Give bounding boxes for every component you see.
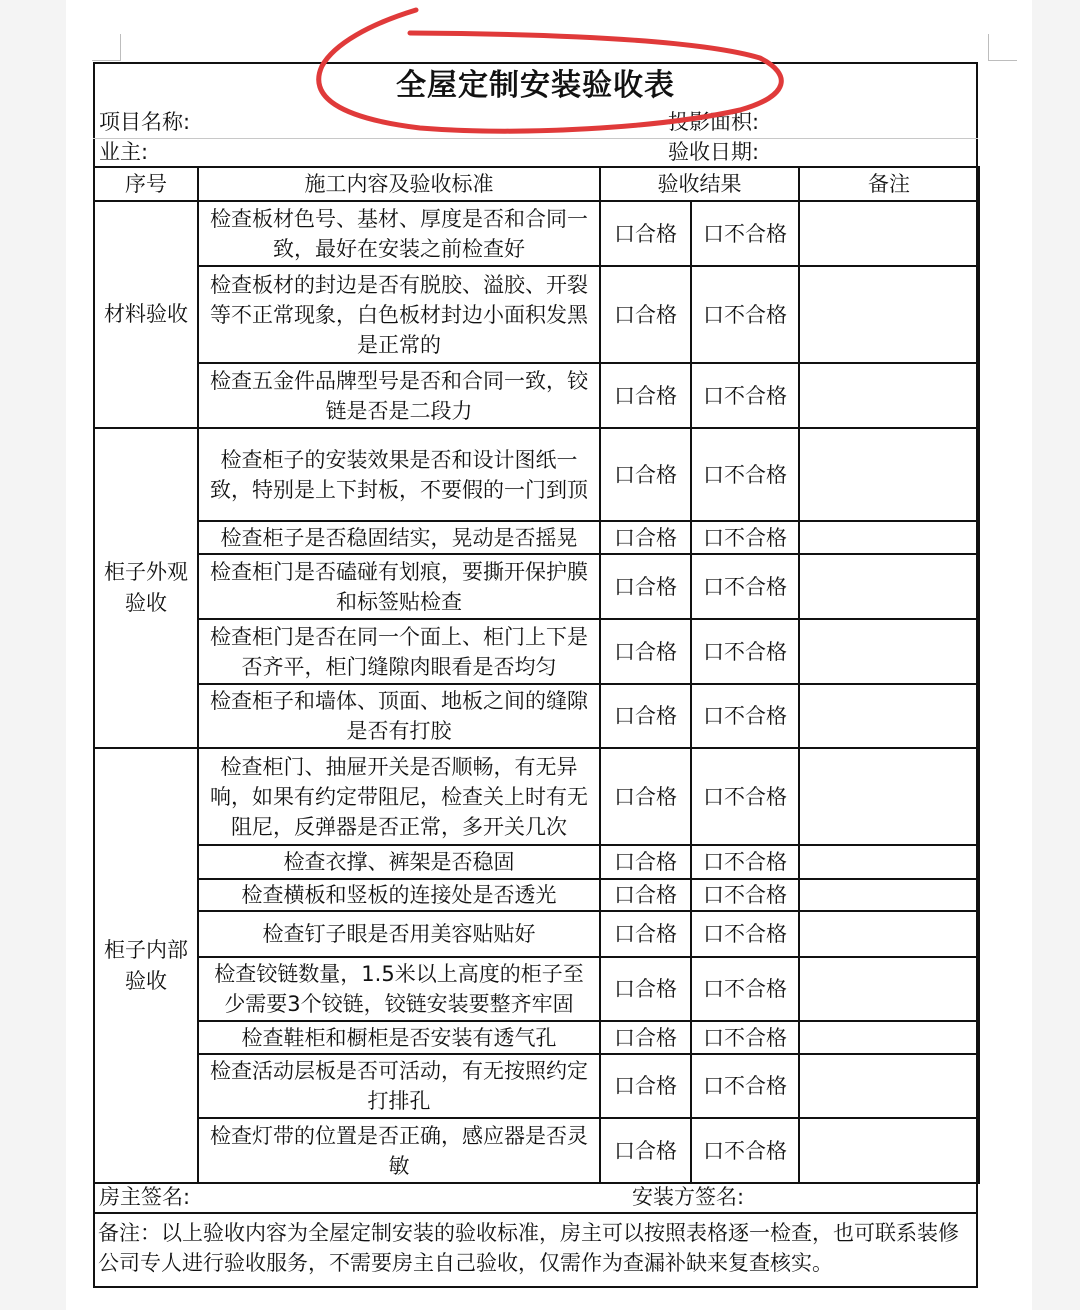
table-row: [94, 845, 979, 879]
note-cell[interactable]: [799, 428, 979, 521]
pass-checkbox[interactable]: 口合格: [600, 521, 691, 554]
fail-checkbox[interactable]: 口不合格: [691, 521, 799, 554]
pass-checkbox[interactable]: 口合格: [600, 266, 691, 363]
row-divider: [93, 138, 978, 139]
pass-checkbox[interactable]: 口合格: [600, 748, 691, 845]
acceptance-date-label: 验收日期:: [668, 140, 760, 164]
item-text: 检查柜子和墙体、顶面、地板之间的缝隙是否有打胶: [198, 684, 600, 748]
fail-checkbox[interactable]: 口不合格: [691, 266, 799, 363]
pass-checkbox[interactable]: 口合格: [600, 363, 691, 428]
fail-checkbox[interactable]: 口不合格: [691, 684, 799, 748]
note-cell[interactable]: [799, 1021, 979, 1054]
acceptance-table: [93, 166, 980, 1184]
pass-checkbox[interactable]: 口合格: [600, 619, 691, 684]
note-cell[interactable]: [799, 845, 979, 879]
table-row: [94, 1054, 979, 1118]
item-text: 检查柜门是否磕碰有划痕，要撕开保护膜和标签贴检查: [198, 554, 600, 619]
owner-signature-label: 房主签名:: [99, 1185, 191, 1209]
note-cell[interactable]: [799, 201, 979, 266]
table-row: [94, 619, 979, 684]
fail-checkbox[interactable]: 口不合格: [691, 748, 799, 845]
pass-checkbox[interactable]: 口合格: [600, 1054, 691, 1118]
item-text: 检查活动层板是否可活动，有无按照约定打排孔: [198, 1054, 600, 1118]
pass-checkbox[interactable]: 口合格: [600, 1118, 691, 1183]
category-cabinet-interior: 柜子内部验收: [94, 748, 198, 1183]
table-row: [94, 554, 979, 619]
page-corner-mark: [92, 34, 121, 61]
item-text: 检查灯带的位置是否正确，感应器是否灵敏: [198, 1118, 600, 1183]
footnote-text: 备注：以上验收内容为全屋定制安装的验收标准，房主可以按照表格逐一检查，也可联系装修公司专人进行验收服务，不需要房主自己验收，仅需作为查漏补缺来复查核实。: [98, 1221, 959, 1275]
item-text: 检查横板和竖板的连接处是否透光: [198, 879, 600, 911]
item-text: 检查柜子是否稳固结实，晃动是否摇晃: [198, 521, 600, 554]
note-cell[interactable]: [799, 521, 979, 554]
table-row: [94, 684, 979, 748]
note-cell[interactable]: [799, 554, 979, 619]
table-row: [94, 879, 979, 911]
fail-checkbox[interactable]: 口不合格: [691, 957, 799, 1021]
page-corner-mark: [988, 34, 1017, 61]
pass-checkbox[interactable]: 口合格: [600, 1021, 691, 1054]
fail-checkbox[interactable]: 口不合格: [691, 619, 799, 684]
fail-checkbox[interactable]: 口不合格: [691, 1054, 799, 1118]
note-cell[interactable]: [799, 266, 979, 363]
table-row: [94, 521, 979, 554]
category-material: 材料验收: [94, 201, 198, 428]
fail-checkbox[interactable]: 口不合格: [691, 201, 799, 266]
item-text: 检查柜门、抽屉开关是否顺畅，有无异响，如果有约定带阻尼，检查关上时有无阻尼，反弹器是否正常，多开关几次: [198, 748, 600, 845]
table-row: [94, 363, 979, 428]
owner-label: 业主:: [99, 140, 149, 164]
item-text: 检查钉子眼是否用美容贴贴好: [198, 911, 600, 957]
table-header-row: [94, 167, 979, 201]
signature-divider: [93, 1212, 978, 1214]
pass-checkbox[interactable]: 口合格: [600, 957, 691, 1021]
projection-area-label: 投影面积:: [668, 110, 760, 134]
item-text: 检查板材的封边是否有脱胶、溢胶、开裂等不正常现象，白色板材封边小面积发黑是正常的: [198, 266, 600, 363]
pass-checkbox[interactable]: 口合格: [600, 428, 691, 521]
fail-checkbox[interactable]: 口不合格: [691, 879, 799, 911]
note-cell[interactable]: [799, 957, 979, 1021]
table-row: [94, 911, 979, 957]
fail-checkbox[interactable]: 口不合格: [691, 1021, 799, 1054]
pass-checkbox[interactable]: 口合格: [600, 684, 691, 748]
note-cell[interactable]: [799, 911, 979, 957]
table-row: [94, 1118, 979, 1183]
header-result: 验收结果: [600, 167, 799, 201]
fail-checkbox[interactable]: 口不合格: [691, 845, 799, 879]
item-text: 检查五金件品牌型号是否和合同一致，铰链是否是二段力: [198, 363, 600, 428]
item-text: 检查柜子的安装效果是否和设计图纸一致，特别是上下封板，不要假的一门到顶: [198, 428, 600, 521]
item-text: 检查板材色号、基材、厚度是否和合同一致，最好在安装之前检查好: [198, 201, 600, 266]
pass-checkbox[interactable]: 口合格: [600, 554, 691, 619]
note-cell[interactable]: [799, 879, 979, 911]
fail-checkbox[interactable]: 口不合格: [691, 363, 799, 428]
fail-checkbox[interactable]: 口不合格: [691, 911, 799, 957]
form-title: 全屋定制安装验收表: [396, 68, 675, 103]
item-text: 检查柜门是否在同一个面上、柜门上下是否齐平，柜门缝隙肉眼看是否均匀: [198, 619, 600, 684]
fail-checkbox[interactable]: 口不合格: [691, 554, 799, 619]
item-text: 检查鞋柜和橱柜是否安装有透气孔: [198, 1021, 600, 1054]
note-cell[interactable]: [799, 1118, 979, 1183]
fail-checkbox[interactable]: 口不合格: [691, 428, 799, 521]
item-text: 检查铰链数量，1.5米以上高度的柜子至少需要3个铰链，铰链安装要整齐牢固: [198, 957, 600, 1021]
table-row: [94, 1021, 979, 1054]
header-seq: 序号: [94, 167, 198, 201]
installer-signature-label: 安装方签名:: [632, 1185, 745, 1209]
note-cell[interactable]: [799, 619, 979, 684]
pass-checkbox[interactable]: 口合格: [600, 879, 691, 911]
table-row: [94, 428, 979, 521]
table-row: [94, 748, 979, 845]
note-cell[interactable]: [799, 748, 979, 845]
table-row: [94, 957, 979, 1021]
item-text: 检查衣撑、裤架是否稳固: [198, 845, 600, 879]
pass-checkbox[interactable]: 口合格: [600, 911, 691, 957]
note-cell[interactable]: [799, 363, 979, 428]
header-note: 备注: [799, 167, 979, 201]
header-content: 施工内容及验收标准: [198, 167, 600, 201]
table-row: [94, 266, 979, 363]
note-cell[interactable]: [799, 684, 979, 748]
note-cell[interactable]: [799, 1054, 979, 1118]
table-row: [94, 201, 979, 266]
category-cabinet-appearance: 柜子外观验收: [94, 428, 198, 748]
fail-checkbox[interactable]: 口不合格: [691, 1118, 799, 1183]
pass-checkbox[interactable]: 口合格: [600, 845, 691, 879]
pass-checkbox[interactable]: 口合格: [600, 201, 691, 266]
project-name-label: 项目名称:: [99, 110, 191, 134]
